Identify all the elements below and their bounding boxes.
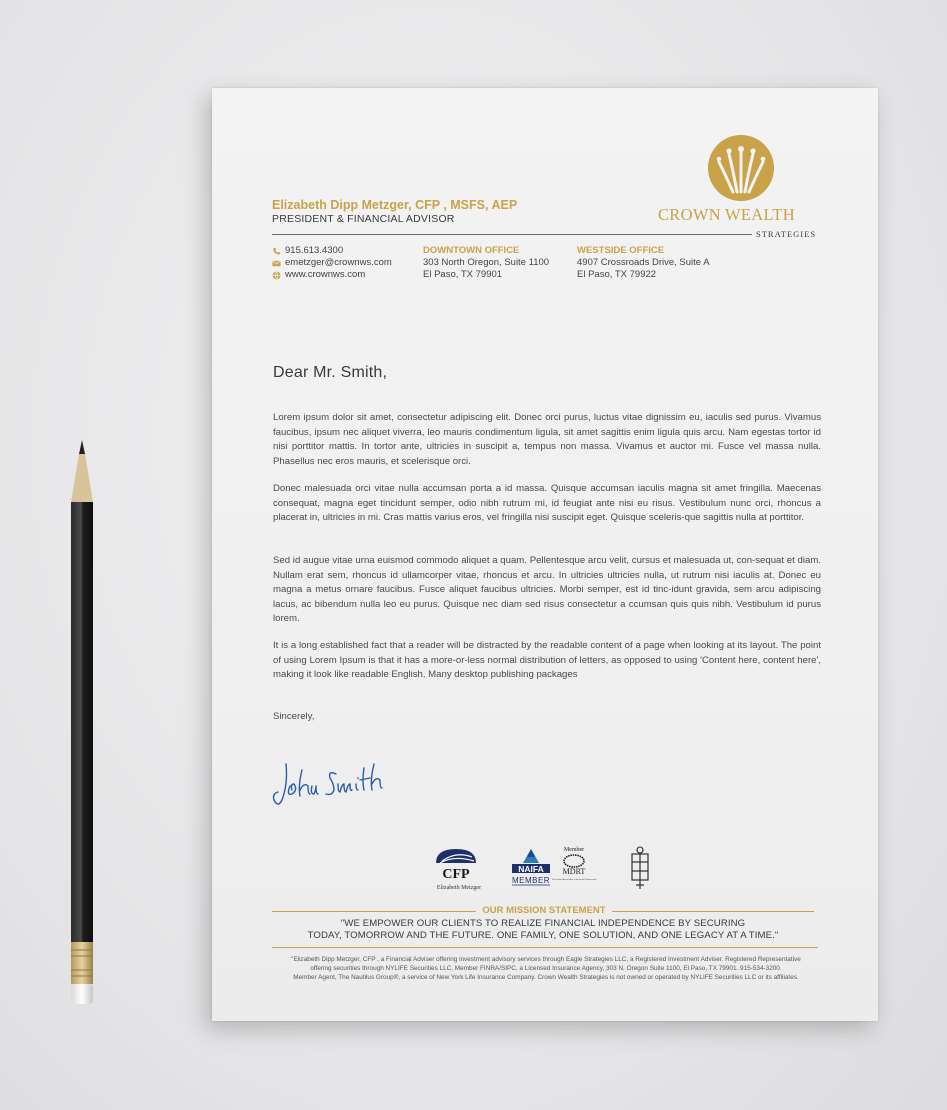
letter-paragraph: Donec malesuada orci vitae nulla accumsan porta a id massa. Quisque accumsan iaculis magna sit amet fringilla. Maecenas consequat, magna eget tincidunt semper, odio nibh rutrum mi, id feugiat ante nisi eu risus. Vestibulum nunc orci, rhoncus a placerat in, ultricies in mi. Cras mattis varius eros, vel fringilla nisi suscipit eget. Quisque sceleris-que sagittis nulla at porttitor. [273,483,821,523]
mission-bottom-divider [272,947,818,948]
letter-greeting: Dear Mr. Smith, [273,364,388,381]
svg-text:Elizabeth Metzger: Elizabeth Metzger [436,885,482,891]
contact-block [272,245,392,281]
svg-text:Member: Member [563,847,585,853]
signature-image [270,750,390,810]
phone-number: 915.613.4300 [285,245,344,256]
downtown-office [423,245,549,281]
mission-statement [272,918,814,942]
logo-subtitle: STRATEGIES [756,229,817,239]
phone-icon [272,247,281,256]
svg-text:NAIFA: NAIFA [518,864,544,874]
header-divider [272,234,752,235]
mission-divider [612,911,814,912]
legal-disclaimer [270,955,822,982]
pencil-image [69,440,95,1006]
office-title: DOWNTOWN OFFICE [423,245,520,256]
globe-icon [272,271,281,280]
mission-divider [272,911,476,912]
seal-badge [632,847,648,889]
naifa-badge [512,849,550,885]
office-address: 4907 Crossroads Drive, Suite A [577,257,710,268]
mission-title: OUR MISSION STATEMENT [482,905,606,916]
email-icon [272,259,281,268]
svg-text:MDRT: MDRT [562,867,586,876]
mission-line: TODAY, TOMORROW AND THE FUTURE. ONE FAMILY, ONE SOLUTION, AND ONE LEGACY AT A TIME." [307,930,779,941]
office-title: WESTSIDE OFFICE [577,245,665,256]
svg-text:MEMBER: MEMBER [511,876,551,885]
letterhead-page [212,88,878,1021]
letter-paragraph: It is a long established fact that a reader will be distracted by the readable content of a page when looking at its layout. The point of using Lorem Ipsum is that it has a more-or-less normal distribution of letters, as opposed to using 'Content here, content here', making it look like readable English. Many desktop publishing packages [273,640,821,680]
office-city: El Paso, TX 79901 [423,269,503,280]
sender-title: PRESIDENT & FINANCIAL ADVISOR [272,213,455,225]
crown-logo-icon [707,134,775,202]
office-city: El Paso, TX 79922 [577,269,657,280]
letter-paragraph: Sed id augue vitae urna euismod commodo aliquet a quam. Pellentesque arcu velit, cursus et malesuada ut, con-sequat et diam. Nullam erat sem, rhoncus id ullamcorper vitae, rhoncus et arcu. In ultricies ultricies nulla, ut rutrum nisi iaculis at. Donec eu magna a metus ornare faucibus. Fusce aliquet faucibus ultricies. Morbi semper, est id tinc-idunt gravida, sem arcu adipiscing lacus, ac bibendum nulla leo eu purus. Quisque nec diam sed risus consectetur a ccumsan quis quis nibh. Vestibulum id purus lorem. [273,555,821,624]
westside-office [577,245,710,281]
disclaimer-line: "Elizabeth Dipp Metzger, CFP , a Financial Adviser offering investment advisory services through Eagle Strategies LLC, a Registered Investment Adviser. Registered Representative [291,956,801,963]
office-address: 303 North Oregon, Suite 1100 [423,257,550,268]
disclaimer-line: offering securities through NYLIFE Securities LLC, Member FINRA/SIPC, a Licensed Insurance Agency, 303 N. Oregon Suite 1100, El Paso, TX 79901. 915-534-3200. [310,965,782,972]
disclaimer-line: Member Agent, The Nautilus Group®, a service of New York Life Insurance Company. Crown Wealth Strategies is not owned or operated by NYLIFE Securities LLC or its affiliates. [293,974,799,981]
letter-closing: Sincerely, [273,711,315,722]
letter-paragraph: Lorem ipsum dolor sit amet, consectetur adipiscing elit. Donec orci purus, luctus vitae dignissim eu, iaculis sed purus. Vivamus faucibus, ipsum nec aliquet viverra, leo mauris condimentum ligula, sit amet sagittis enim ligula quis arcu. Nam egestas tortor id nisi porttitor mattis. In tortor ante, ultricies in suscipit a, tempus non massa. Vivamus et auctor mi. Fusce vel massa nulla. Phasellus nec eros mauris, et scelerisque orci. [273,412,821,467]
mission-line: "WE EMPOWER OUR CLIENTS TO REALIZE FINANCIAL INDEPENDENCE BY SECURING [340,918,746,929]
email-address: emetzger@crownws.com [285,257,392,268]
cfp-badge [436,849,481,891]
svg-text:The Premier Association of Fin: The Premier Association of Financial Professionals [551,879,597,881]
svg-text:CFP: CFP [442,867,470,882]
logo-wordmark: CROWN WEALTH [658,205,795,224]
sender-name: Elizabeth Dipp Metzger, CFP , MSFS, AEP [272,198,518,212]
website-url: www.crownws.com [285,269,366,280]
mdrt-badge [551,847,596,881]
membership-badges [432,845,662,897]
